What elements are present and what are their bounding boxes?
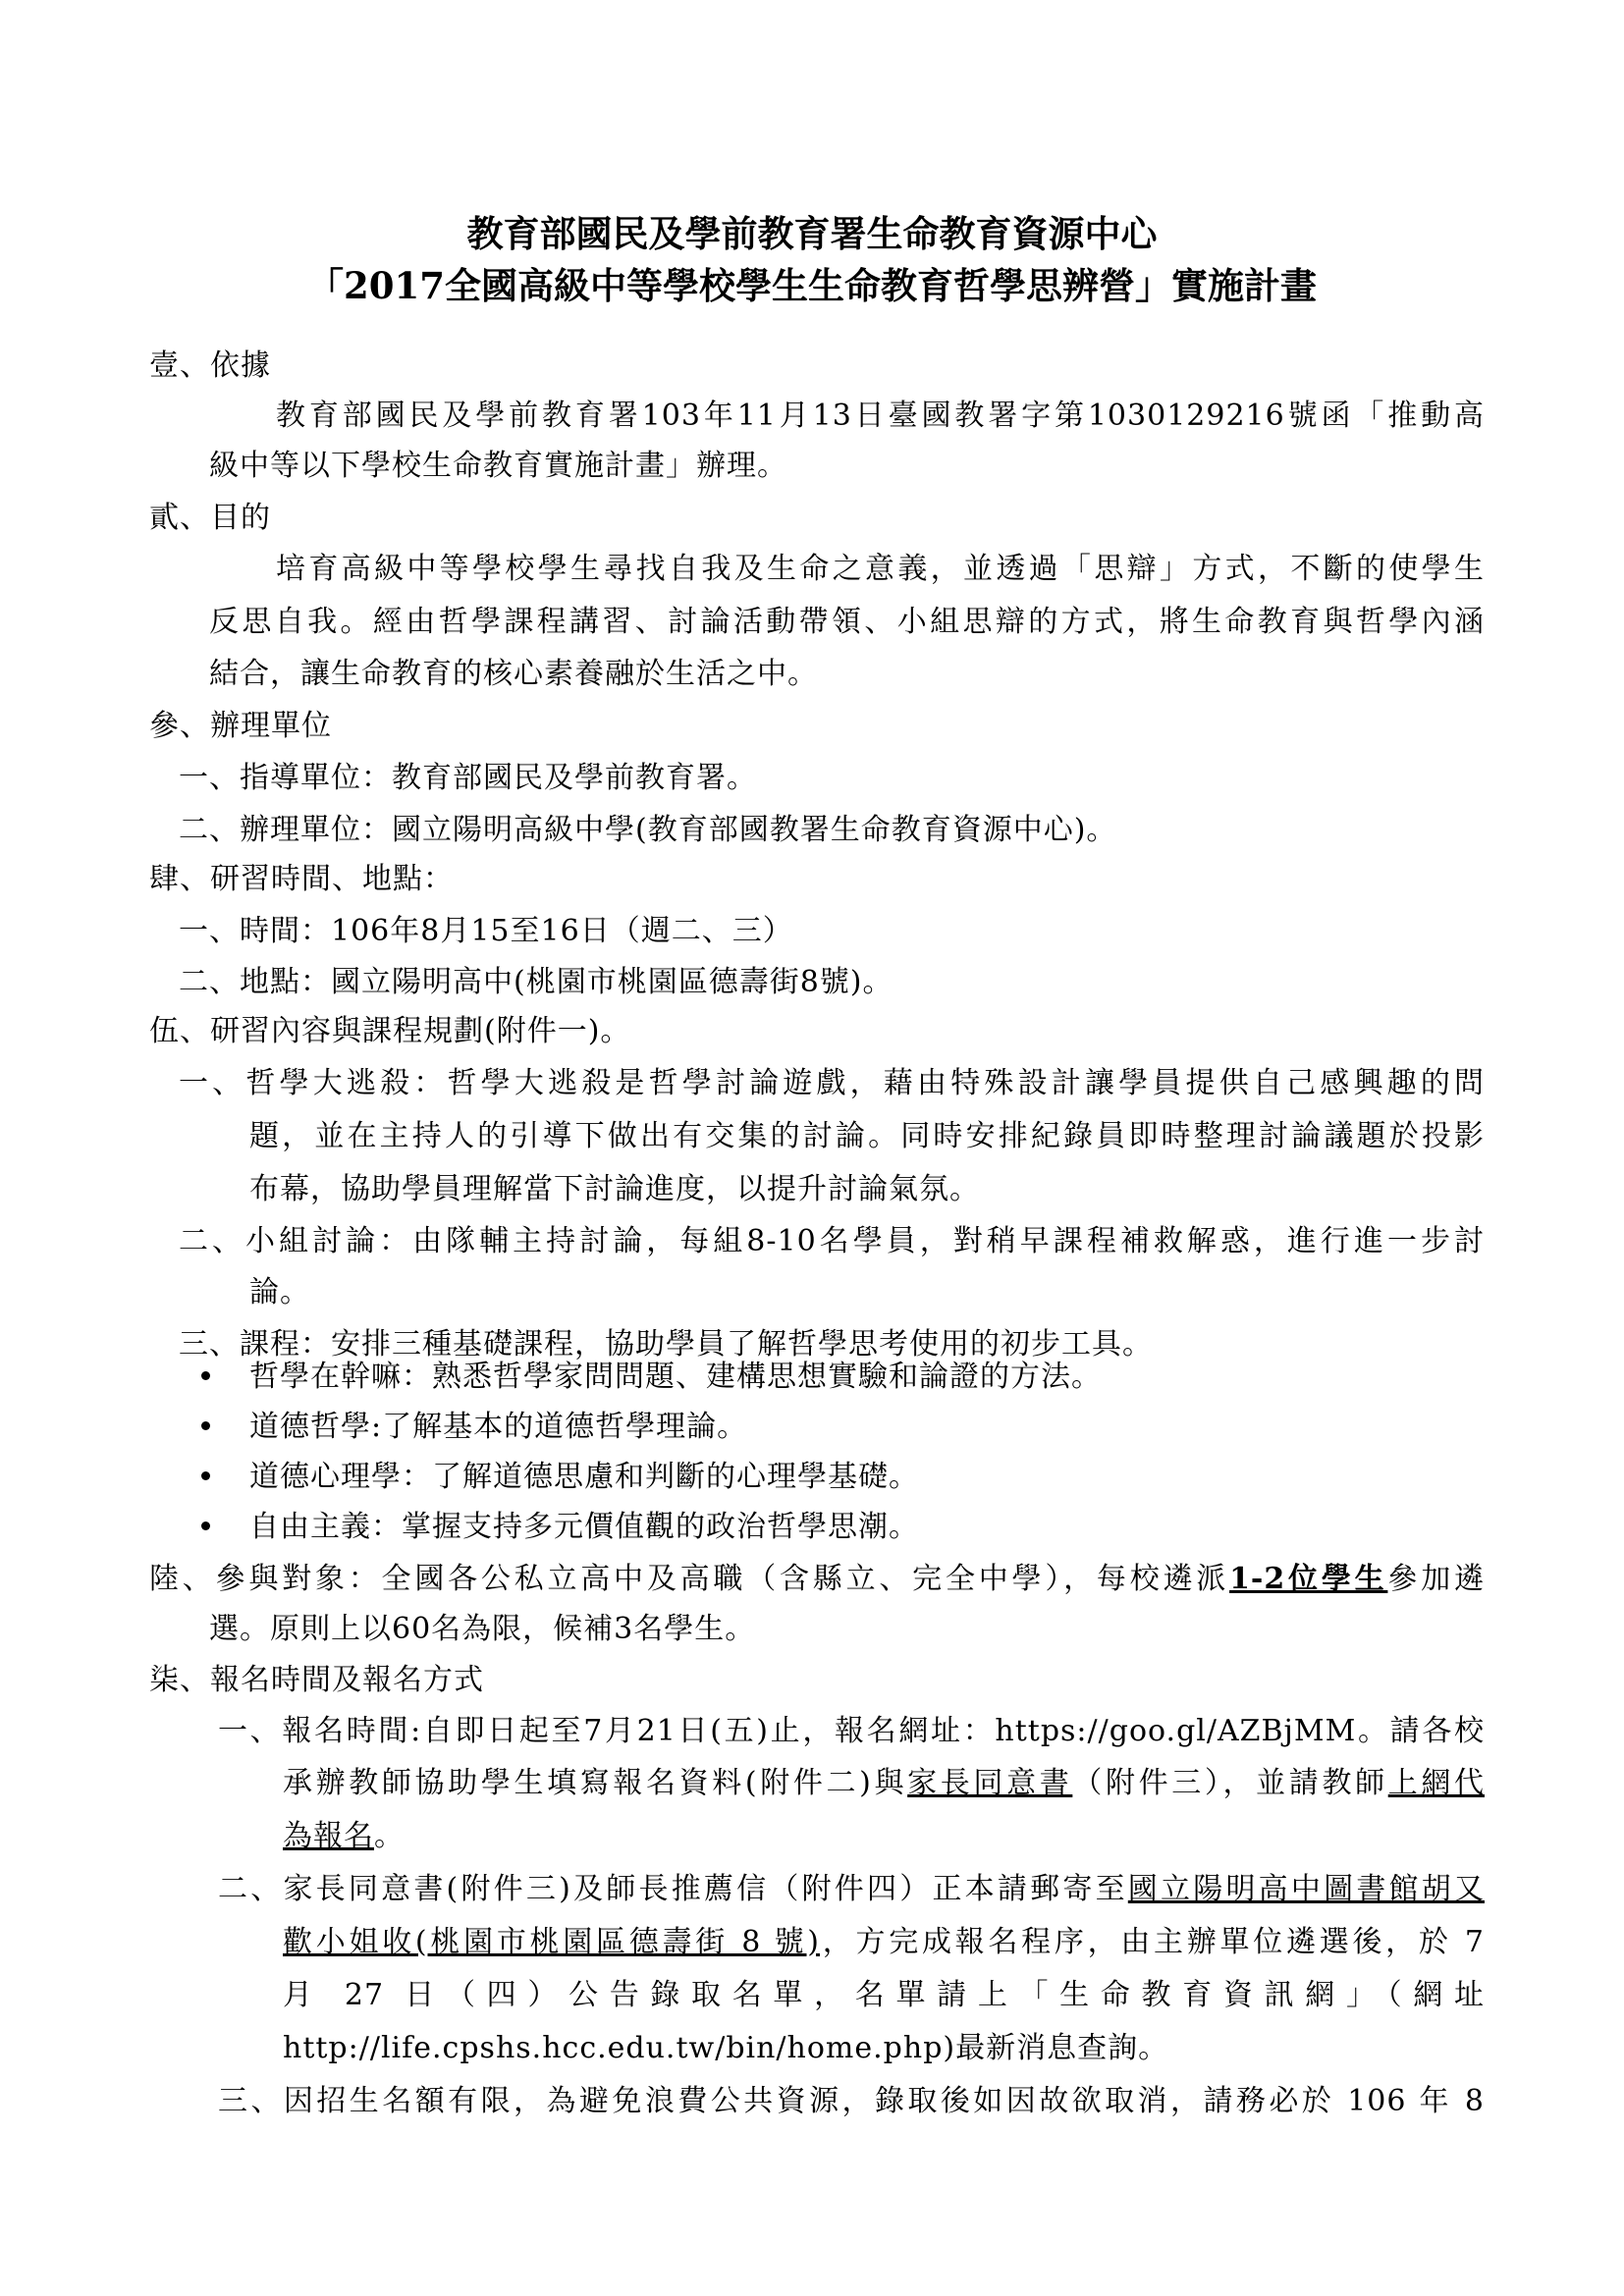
- course-bullet-3: 道德心理學：了解道德思慮和判斷的心理學基礎。: [249, 1460, 919, 1494]
- section-5-item-3: 三、課程：安排三種基礎課程，協助學員了解哲學思考使用的初步工具。: [179, 1327, 1153, 1362]
- section-5-item-2-line2: 論。: [249, 1275, 310, 1309]
- section-3-item-2: 二、辦理單位：國立陽明高級中學(教育部國教署生命教育資源中心)。: [179, 813, 1117, 847]
- online-registration-underlined-a: 上網代: [1387, 1766, 1485, 1800]
- course-bullet-4: 自由主義：掌握支持多元價值觀的政治哲學思潮。: [249, 1510, 919, 1544]
- section-4-item-2: 二、地點：國立陽明高中(桃園市桃園區德壽街8號)。: [179, 965, 893, 999]
- section-6-line2: 選。原則上以60名為限，候補3名學生。: [209, 1612, 756, 1646]
- document-title-line2: 「2017全國高級中等學校學生生命教育哲學思辨營」實施計畫: [307, 264, 1317, 307]
- document-title-line1: 教育部國民及學前教育署生命教育資源中心: [466, 212, 1158, 255]
- section-7-item-1-line2: [283, 1764, 1485, 1803]
- section-7-item-1-text-b: （附件三），並請教師: [1072, 1766, 1388, 1800]
- section-6-line1: [149, 1560, 1485, 1599]
- section-7-item-2-line3: 月 27 日（四）公告錄取名單，名單請上「生命教育資訊網」（網址: [283, 1978, 1485, 2012]
- section-1-paragraph-line2: 級中等以下學校生命教育實施計畫」辦理。: [209, 449, 787, 483]
- section-7-item-1-end: 。: [374, 1819, 405, 1853]
- section-2-heading: 貳、目的: [149, 501, 271, 535]
- online-registration-underlined-b: 為報名: [283, 1819, 374, 1853]
- section-7-heading: 柒、報名時間及報名方式: [149, 1663, 484, 1697]
- quota-emphasis: 1-2位學生: [1229, 1562, 1388, 1596]
- section-1-paragraph-line1: 教育部國民及學前教育署103年11月13日臺國教署字第1030129216號函「推動高: [276, 399, 1485, 433]
- section-5-item-1-line3: 布幕，協助學員理解當下討論進度，以提升討論氣氛。: [249, 1172, 980, 1206]
- section-7-item-1-line3: [283, 1817, 405, 1856]
- parent-consent-underlined: 家長同意書: [907, 1766, 1073, 1800]
- course-bullet-1: 哲學在幹嘛：熟悉哲學家問問題、建構思想實驗和論證的方法。: [249, 1360, 1102, 1394]
- section-2-paragraph-line1: 培育高級中等學校學生尋找自我及生命之意義，並透過「思辯」方式，不斷的使學生: [276, 552, 1485, 586]
- course-bullet-2: 道德哲學:了解基本的道德哲學理論。: [249, 1410, 748, 1444]
- section-4-heading: 肆、研習時間、地點：: [149, 862, 454, 896]
- section-3-heading: 參、辦理單位: [149, 709, 332, 743]
- section-1-heading: 壹、依據: [149, 348, 271, 383]
- bullet-dot-icon: [201, 1522, 210, 1530]
- section-7-item-3-line1: 三、因招生名額有限，為避免浪費公共資源，錄取後如因故欲取消，請務必於 106 年 8: [218, 2084, 1485, 2118]
- section-5-item-1-line1: 一、哲學大逃殺：哲學大逃殺是哲學討論遊戲，藉由特殊設計讓學員提供自己感興趣的問: [179, 1066, 1485, 1100]
- section-5-heading: 伍、研習內容與課程規劃(附件一)。: [149, 1014, 631, 1048]
- section-7-item-2-line1: [218, 1870, 1485, 1909]
- section-6-text-b: 參加遴: [1387, 1562, 1486, 1596]
- section-7-item-1-line1: 一、報名時間:自即日起至7月21日(五)止，報名網址：https://goo.gl/AZBjMM。請各校: [218, 1714, 1485, 1748]
- section-7-item-2-text-a: 二、家長同意書(附件三)及師長推薦信（附件四）正本請郵寄至: [218, 1872, 1128, 1906]
- section-2-paragraph-line3: 結合，讓生命教育的核心素養融於生活之中。: [209, 657, 818, 691]
- bullet-dot-icon: [201, 1471, 210, 1480]
- section-7-item-2-line4: http://life.cpshs.hcc.edu.tw/bin/home.php)最新消息查詢。: [283, 2031, 1169, 2065]
- section-7-item-2-text-b: ，方完成報名程序，由主辦單位遴選後，於 7: [820, 1925, 1485, 1959]
- mailing-address-underlined-b: 歡小姐收(桃園市桃園區德壽街 8 號): [283, 1925, 821, 1959]
- section-4-item-1: 一、時間：106年8月15至16日（週二、三）: [179, 914, 793, 948]
- section-5-item-2-line1: 二、小組討論：由隊輔主持討論，每組8-10名學員，對稍早課程補救解惑，進行進一步討: [179, 1224, 1485, 1258]
- section-6-text-a: 陸、參與對象：全國各公私立高中及高職（含縣立、完全中學），每校遴派: [149, 1562, 1230, 1596]
- mailing-address-underlined-a: 國立陽明高中圖書館胡又: [1127, 1872, 1485, 1906]
- section-7-item-1-text-a: 承辦教師協助學生填寫報名資料(附件二)與: [283, 1766, 908, 1800]
- section-2-paragraph-line2: 反思自我。經由哲學課程講習、討論活動帶領、小組思辯的方式，將生命教育與哲學內涵: [209, 605, 1485, 639]
- bullet-dot-icon: [201, 1421, 210, 1430]
- section-5-item-1-line2: 題，並在主持人的引導下做出有交集的討論。同時安排紀錄員即時整理討論議題於投影: [249, 1119, 1485, 1153]
- section-7-item-2-line2: [283, 1923, 1485, 1962]
- section-3-item-1: 一、指導單位：教育部國民及學前教育署。: [179, 761, 757, 795]
- bullet-dot-icon: [201, 1371, 210, 1380]
